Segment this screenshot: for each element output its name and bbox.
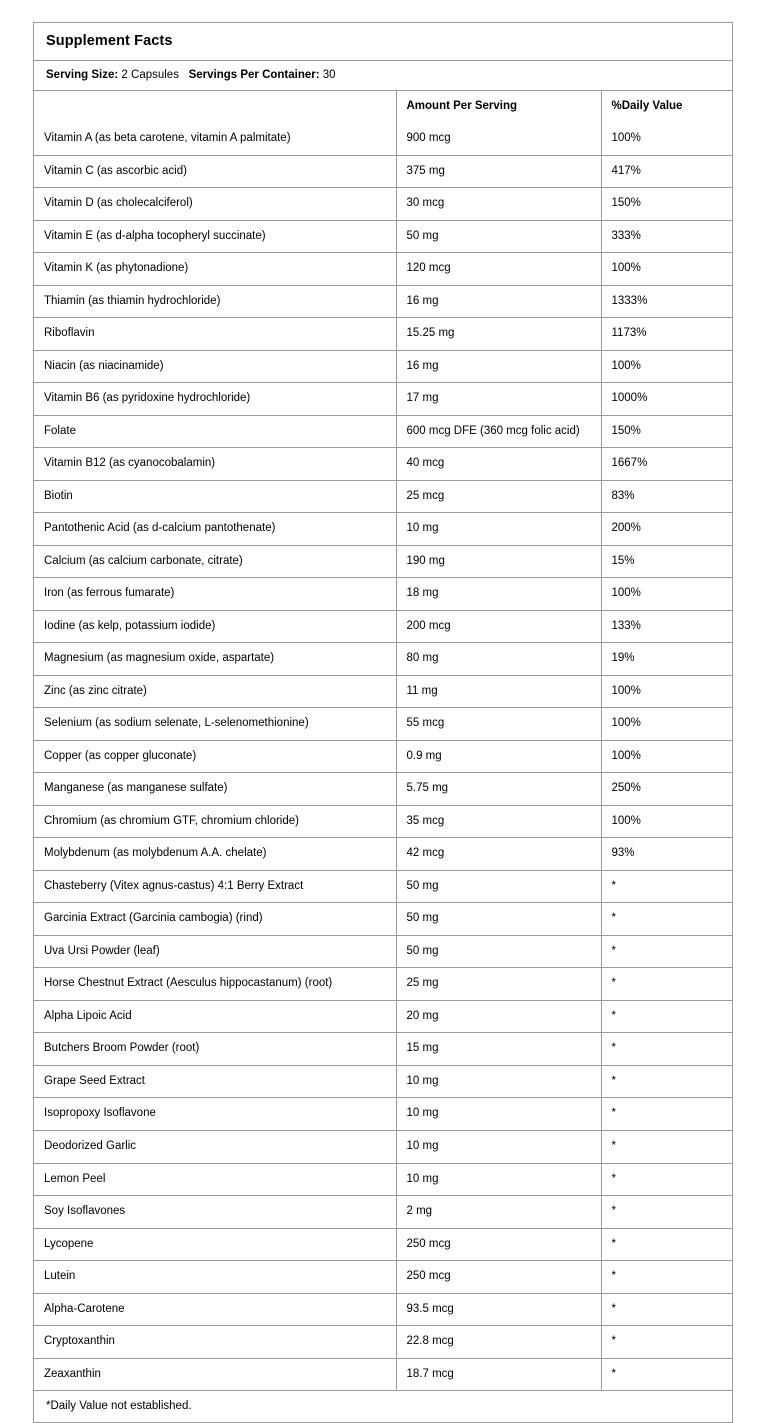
cell-amount-per-serving: 25 mcg	[396, 480, 601, 513]
nutrition-table	[34, 91, 732, 1390]
cell-nutrient: Calcium (as calcium carbonate, citrate)	[34, 545, 396, 578]
table-row	[34, 708, 732, 741]
table-row	[34, 903, 732, 936]
table-row	[34, 350, 732, 383]
cell-daily-value: 83%	[601, 480, 732, 513]
serving-size-label: Serving Size:	[46, 69, 119, 81]
cell-nutrient: Garcinia Extract (Garcinia cambogia) (rind)	[34, 903, 396, 936]
table-row	[34, 1098, 732, 1131]
cell-amount-per-serving: 35 mcg	[396, 805, 601, 838]
cell-daily-value: *	[611, 1367, 616, 1380]
table-row	[34, 643, 732, 676]
table-row	[34, 870, 732, 903]
cell-nutrient: Molybdenum (as molybdenum A.A. chelate)	[34, 838, 396, 871]
cell-amount-per-serving: 80 mg	[396, 643, 601, 676]
cell-nutrient: Vitamin B6 (as pyridoxine hydrochloride)	[34, 383, 396, 416]
cell-daily-value: 133%	[601, 610, 732, 643]
cell-daily-value: *	[601, 1261, 732, 1294]
cell-nutrient: Niacin (as niacinamide)	[34, 350, 396, 383]
cell-daily-value: *	[601, 1033, 732, 1066]
servings-per-container-label: Servings Per Container:	[188, 69, 320, 81]
cell-amount-per-serving: 10 mg	[396, 1065, 601, 1098]
cell-daily-value: *	[601, 903, 732, 936]
cell-nutrient: Zinc (as zinc citrate)	[34, 675, 396, 708]
cell-nutrient: Grape Seed Extract	[34, 1065, 396, 1098]
cell-amount-per-serving: 18 mg	[396, 578, 601, 611]
cell-nutrient: Chasteberry (Vitex agnus-castus) 4:1 Berry Extract	[34, 870, 396, 903]
column-header-amount: Amount Per Serving	[396, 91, 601, 123]
cell-nutrient: Vitamin K (as phytonadione)	[34, 253, 396, 286]
cell-amount-per-serving: 600 mcg DFE (360 mcg folic acid)	[396, 415, 601, 448]
cell-amount-per-serving: 50 mg	[396, 903, 601, 936]
table-row	[34, 773, 732, 806]
cell-nutrient: Uva Ursi Powder (leaf)	[34, 935, 396, 968]
cell-nutrient: Vitamin B12 (as cyanocobalamin)	[34, 448, 396, 481]
cell-amount-per-serving: 10 mg	[396, 1163, 601, 1196]
cell-amount-per-serving: 17 mg	[396, 383, 601, 416]
cell-daily-value: 100%	[601, 708, 732, 741]
cell-amount-per-serving: 900 mcg	[396, 123, 601, 155]
table-row	[34, 1326, 732, 1359]
cell-daily-value: 250%	[601, 773, 732, 806]
table-row	[34, 935, 732, 968]
cell-daily-value: 19%	[601, 643, 732, 676]
cell-daily-value: 100%	[601, 350, 732, 383]
cell-daily-value: *	[601, 1065, 732, 1098]
table-row	[34, 1196, 732, 1229]
cell-nutrient: Copper (as copper gluconate)	[34, 740, 396, 773]
cell-amount-per-serving: 50 mg	[396, 935, 601, 968]
column-header-daily-value: %Daily Value	[611, 100, 683, 113]
cell-nutrient: Magnesium (as magnesium oxide, aspartate)	[34, 643, 396, 676]
table-row	[34, 318, 732, 351]
table-row	[34, 1163, 732, 1196]
cell-amount-per-serving: 15.25 mg	[396, 318, 601, 351]
cell-nutrient: Selenium (as sodium selenate, L-selenomethionine)	[34, 708, 396, 741]
table-row	[34, 1228, 732, 1261]
table-row	[34, 123, 732, 155]
cell-amount-per-serving: 10 mg	[396, 513, 601, 546]
cell-nutrient: Alpha-Carotene	[34, 1293, 396, 1326]
table-header-row	[34, 91, 732, 123]
cell-nutrient: Iron (as ferrous fumarate)	[34, 578, 396, 611]
table-row	[34, 805, 732, 838]
cell-daily-value: 1667%	[601, 448, 732, 481]
cell-amount-per-serving: 11 mg	[396, 675, 601, 708]
cell-daily-value: 417%	[601, 155, 732, 188]
cell-daily-value: *	[601, 1326, 732, 1359]
table-row	[34, 740, 732, 773]
table-row	[34, 1261, 732, 1294]
table-row	[34, 610, 732, 643]
cell-daily-value: *	[601, 1228, 732, 1261]
table-row	[34, 675, 732, 708]
cell-amount-per-serving: 10 mg	[396, 1098, 601, 1131]
cell-amount-per-serving: 22.8 mcg	[396, 1326, 601, 1359]
cell-amount-per-serving: 16 mg	[396, 350, 601, 383]
table-row	[34, 188, 732, 221]
cell-nutrient: Thiamin (as thiamin hydrochloride)	[34, 285, 396, 318]
cell-daily-value: *	[601, 1163, 732, 1196]
cell-amount-per-serving: 20 mg	[396, 1000, 601, 1033]
cell-daily-value: 333%	[601, 220, 732, 253]
cell-daily-value: 93%	[601, 838, 732, 871]
cell-nutrient: Biotin	[34, 480, 396, 513]
cell-amount-per-serving: 42 mcg	[396, 838, 601, 871]
table-header	[34, 91, 732, 123]
cell-nutrient: Lutein	[34, 1261, 396, 1294]
cell-nutrient: Horse Chestnut Extract (Aesculus hippocastanum) (root)	[34, 968, 396, 1001]
cell-nutrient: Alpha Lipoic Acid	[34, 1000, 396, 1033]
cell-nutrient: Vitamin E (as d-alpha tocopheryl succinate)	[34, 220, 396, 253]
cell-amount-per-serving: 2 mg	[396, 1196, 601, 1229]
table-row	[34, 220, 732, 253]
table-row	[34, 1130, 732, 1163]
servings-per-container-value: 30	[322, 69, 336, 81]
cell-daily-value: 100%	[601, 253, 732, 286]
table-row	[34, 383, 732, 416]
cell-nutrient: Vitamin A (as beta carotene, vitamin A palmitate)	[34, 123, 396, 155]
table-row	[34, 513, 732, 546]
cell-nutrient: Folate	[34, 415, 396, 448]
daily-value-footnote: *Daily Value not established.	[34, 1390, 732, 1422]
cell-nutrient: Vitamin D (as cholecalciferol)	[34, 188, 396, 221]
cell-amount-per-serving: 50 mg	[396, 220, 601, 253]
column-header-nutrient	[34, 91, 396, 123]
cell-amount-per-serving: 200 mcg	[396, 610, 601, 643]
serving-size-value: 2 Capsules	[121, 69, 179, 81]
table-row	[34, 253, 732, 286]
cell-amount-per-serving: 25 mg	[396, 968, 601, 1001]
table-row	[34, 1000, 732, 1033]
cell-daily-value: 150%	[601, 415, 732, 448]
serving-information	[34, 61, 732, 91]
cell-amount-per-serving: 250 mcg	[396, 1228, 601, 1261]
cell-daily-value: 100%	[601, 740, 732, 773]
cell-nutrient: Soy Isoflavones	[34, 1196, 396, 1229]
cell-nutrient: Pantothenic Acid (as d-calcium pantothenate)	[34, 513, 396, 546]
cell-nutrient: Chromium (as chromium GTF, chromium chloride)	[34, 805, 396, 838]
table-row	[34, 1293, 732, 1326]
cell-daily-value: 1333%	[601, 285, 732, 318]
cell-daily-value: *	[601, 935, 732, 968]
cell-nutrient: Deodorized Garlic	[34, 1130, 396, 1163]
cell-nutrient: Iodine (as kelp, potassium iodide)	[34, 610, 396, 643]
cell-daily-value: *	[601, 870, 732, 903]
table-row	[34, 448, 732, 481]
table-row	[34, 155, 732, 188]
table-row	[34, 838, 732, 871]
cell-daily-value: *	[601, 968, 732, 1001]
cell-nutrient: Lycopene	[34, 1228, 396, 1261]
cell-nutrient: Riboflavin	[34, 318, 396, 351]
cell-daily-value: *	[601, 1098, 732, 1131]
table-row	[34, 968, 732, 1001]
cell-amount-per-serving: 375 mg	[396, 155, 601, 188]
cell-nutrient: Butchers Broom Powder (root)	[34, 1033, 396, 1066]
cell-nutrient: Isopropoxy Isoflavone	[34, 1098, 396, 1131]
cell-daily-value: *	[601, 1130, 732, 1163]
cell-daily-value: 100%	[601, 805, 732, 838]
cell-daily-value: *	[601, 1000, 732, 1033]
cell-amount-per-serving: 18.7 mcg	[396, 1358, 601, 1390]
cell-amount-per-serving: 10 mg	[396, 1130, 601, 1163]
cell-daily-value: 200%	[601, 513, 732, 546]
table-row	[34, 1033, 732, 1066]
cell-nutrient: Manganese (as manganese sulfate)	[34, 773, 396, 806]
cell-amount-per-serving: 50 mg	[396, 870, 601, 903]
cell-daily-value: 150%	[601, 188, 732, 221]
cell-amount-per-serving: 15 mg	[396, 1033, 601, 1066]
cell-amount-per-serving: 0.9 mg	[396, 740, 601, 773]
cell-amount-per-serving: 93.5 mcg	[396, 1293, 601, 1326]
cell-amount-per-serving: 120 mcg	[396, 253, 601, 286]
page-title: Supplement Facts	[34, 23, 732, 61]
cell-nutrient: Lemon Peel	[34, 1163, 396, 1196]
cell-nutrient: Vitamin C (as ascorbic acid)	[34, 155, 396, 188]
cell-amount-per-serving: 30 mcg	[396, 188, 601, 221]
cell-nutrient: Cryptoxanthin	[34, 1326, 396, 1359]
table-row	[34, 545, 732, 578]
cell-daily-value: *	[601, 1196, 732, 1229]
table-body	[34, 123, 732, 1390]
cell-daily-value: 100%	[601, 578, 732, 611]
cell-amount-per-serving: 250 mcg	[396, 1261, 601, 1294]
cell-amount-per-serving: 16 mg	[396, 285, 601, 318]
table-row	[34, 1358, 732, 1390]
cell-daily-value: 1173%	[601, 318, 732, 351]
table-row	[34, 1065, 732, 1098]
cell-daily-value: 15%	[601, 545, 732, 578]
cell-daily-value: 100%	[601, 675, 732, 708]
table-row	[34, 285, 732, 318]
cell-amount-per-serving: 40 mcg	[396, 448, 601, 481]
cell-amount-per-serving: 190 mg	[396, 545, 601, 578]
table-row	[34, 578, 732, 611]
table-row	[34, 415, 732, 448]
cell-nutrient: Zeaxanthin	[34, 1358, 396, 1390]
cell-daily-value: 100%	[601, 123, 732, 155]
table-row	[34, 480, 732, 513]
cell-amount-per-serving: 55 mcg	[396, 708, 601, 741]
supplement-facts-panel	[33, 22, 733, 1423]
cell-amount-per-serving: 5.75 mg	[396, 773, 601, 806]
cell-daily-value: 1000%	[601, 383, 732, 416]
cell-daily-value: *	[601, 1293, 732, 1326]
